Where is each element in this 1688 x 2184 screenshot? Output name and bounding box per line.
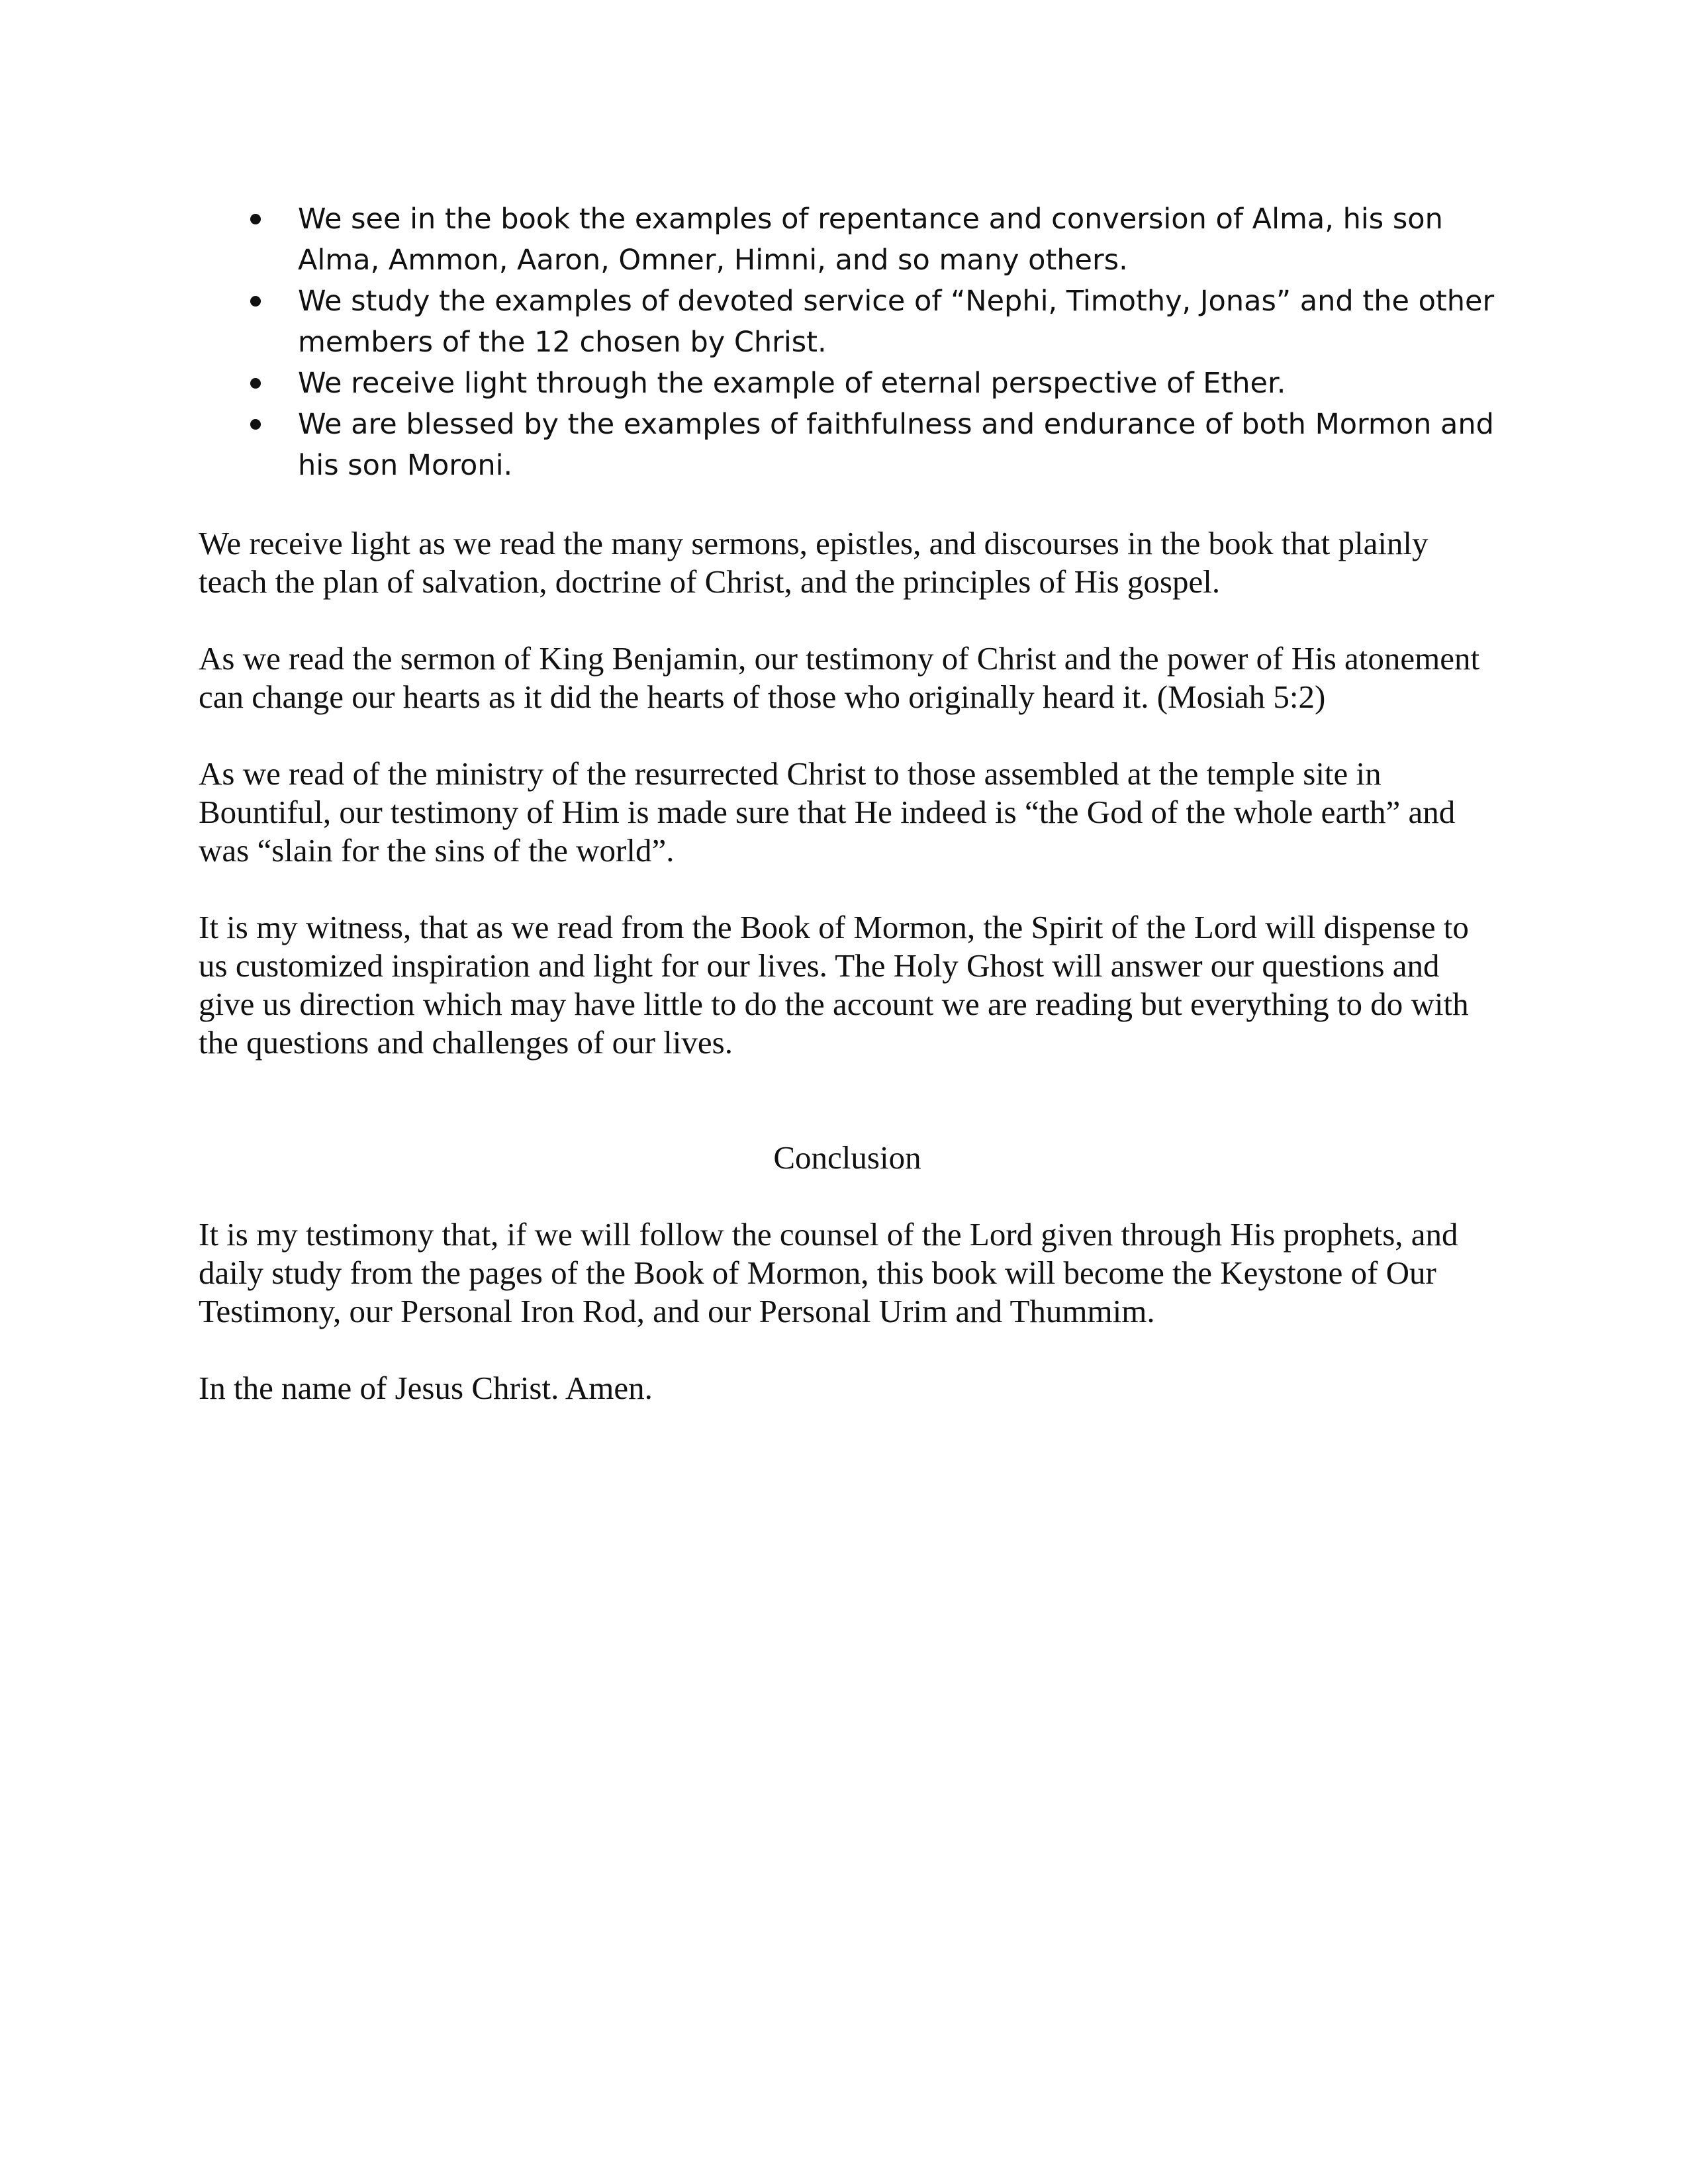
body-paragraph: We receive light as we read the many sermons, epistles, and discourses in the book that plainly teach the plan of salvation, doctrine of Christ, and the principles of His gospel.: [199, 525, 1429, 600]
bullet-text: We see in the book the examples of repentance and conversion of Alma, his son Alma, Ammon, Aaron, Omner, Himni, and so many others.: [298, 203, 1443, 277]
bullet-dot-icon: [250, 296, 261, 307]
body-paragraph: It is my witness, that as we read from the Book of Mormon, the Spirit of the Lord will dispense to us customized inspiration and light for our lives. The Holy Ghost will answer our questions and give us direction which may have little to do the account we are reading but everything to do with the questions and challenges of our lives.: [199, 909, 1469, 1061]
bullet-item: [199, 363, 1496, 404]
bullet-dot-icon: [250, 214, 261, 224]
bullet-dot-icon: [250, 378, 261, 389]
bullet-item: [199, 281, 1496, 363]
closing-line: In the name of Jesus Christ. Amen.: [199, 1370, 653, 1406]
conclusion-heading: Conclusion: [773, 1139, 921, 1176]
document-page: [199, 199, 1496, 1407]
body-paragraph: As we read the sermon of King Benjamin, our testimony of Christ and the power of His atonement can change our hearts as it did the hearts of those who originally heard it. (Mosiah 5:2): [199, 640, 1480, 715]
examples-bullet-list: [199, 199, 1496, 486]
bullet-item: [199, 404, 1496, 486]
body-paragraph: As we read of the ministry of the resurrected Christ to those assembled at the temple site in Bountiful, our testimony of Him is made sure that He indeed is “the God of the whole earth” and was “slain for the sins of the world”.: [199, 755, 1456, 869]
bullet-dot-icon: [250, 419, 261, 430]
conclusion-paragraph: It is my testimony that, if we will follow the counsel of the Lord given through His prophets, and daily study from the pages of the Book of Mormon, this book will become the Keystone of Our Testimony, our Personal Iron Rod, and our Personal Urim and Thummim.: [199, 1216, 1458, 1329]
bullet-item: [199, 199, 1496, 281]
bullet-text: We study the examples of devoted service of “Nephi, Timothy, Jonas” and the other members of the 12 chosen by Christ.: [298, 285, 1495, 359]
bullet-text: We receive light through the example of eternal perspective of Ether.: [298, 367, 1286, 400]
bullet-text: We are blessed by the examples of faithfulness and endurance of both Mormon and his son Moroni.: [298, 408, 1494, 482]
